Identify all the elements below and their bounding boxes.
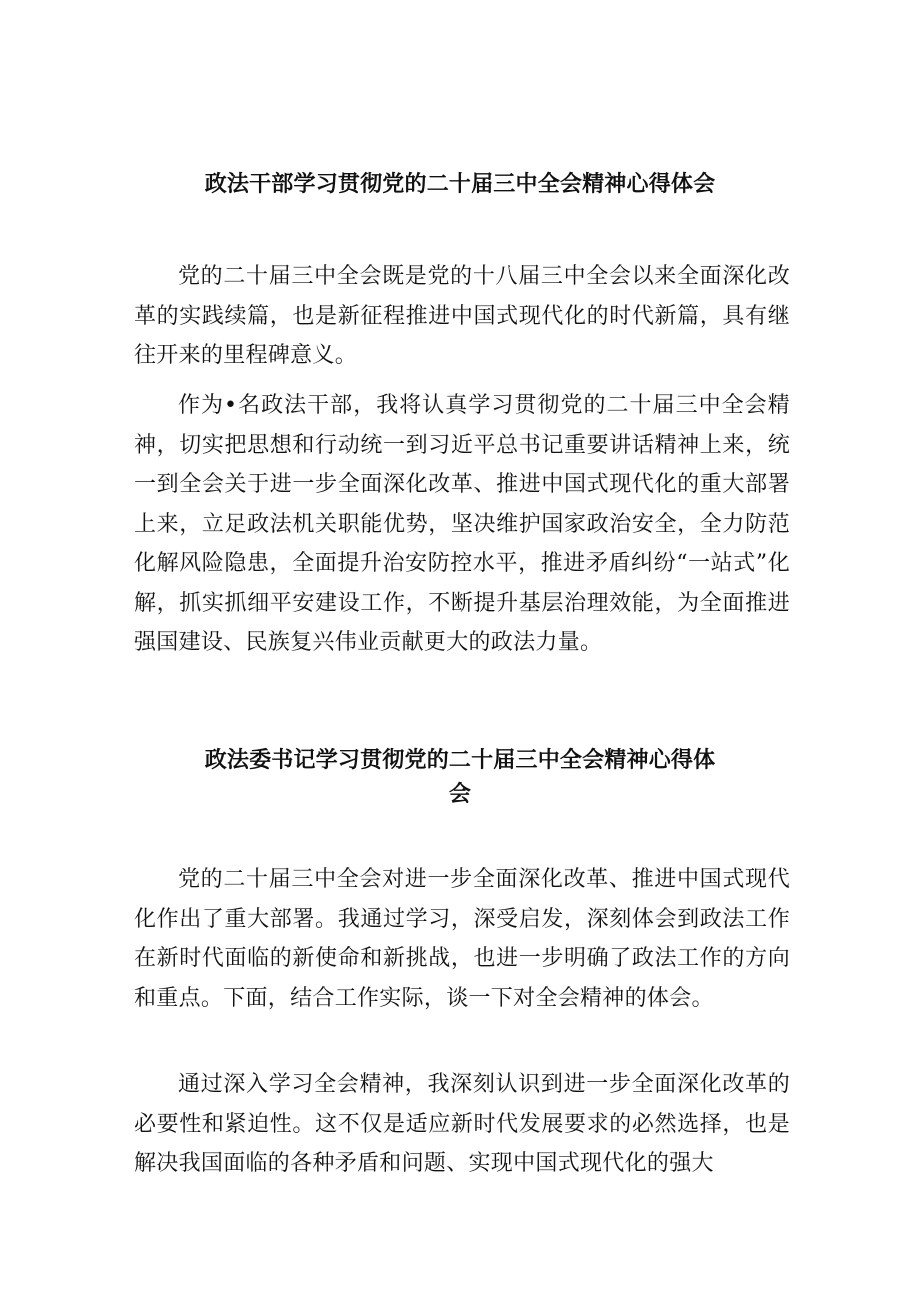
section-1-title: 政法干部学习贯彻党的二十届三中全会精神心得体会: [204, 172, 716, 197]
section-2-title-line-1: 政法委书记学习贯彻党的二十届三中全会精神心得体: [204, 748, 716, 773]
section-2-paragraph-1: 党的二十届三中全会对进一步全面深化改革、推进中国式现代化作出了重大部署。我通过学习，深受启发，深刻体会到政法工作在新时代面临的新使命和新挑战，也进一步明确了政法工作的方向和重点。下面，结合工作实际，谈一下对全会精神的体会。: [134, 867, 790, 1011]
section-1-paragraph-1: 党的二十届三中全会既是党的十八届三中全会以来全面深化改革的实践续篇，也是新征程推进中国式现代化的时代新篇，具有继往开来的里程碑意义。: [134, 264, 790, 368]
section-2-paragraph-2: 通过深入学习全会精神，我深刻认识到进一步全面深化改革的必要性和紧迫性。这不仅是适应新时代发展要求的必然选择，也是解决我国面临的各种矛盾和问题、实现中国式现代化的强大: [134, 1072, 790, 1176]
section-1-paragraph-2: 作为•名政法干部，我将认真学习贯彻党的二十届三中全会精神，切实把思想和行动统一到习近平总书记重要讲话精神上来，统一到全会关于进一步全面深化改革、推进中国式现代化的重大部署上来，立足政法机关职能优势，坚决维护国家政治安全，全力防范化解风险隐患，全面提升治安防控水平，推进矛盾纠纷“一站式”化解，抓实抓细平安建设工作，不断提升基层治理效能，为全面推进强国建设、民族复兴伟业贡献更大的政法力量。: [134, 393, 790, 655]
section-2-title: [130, 744, 790, 812]
section-2-title-line-2: 会: [448, 782, 472, 807]
